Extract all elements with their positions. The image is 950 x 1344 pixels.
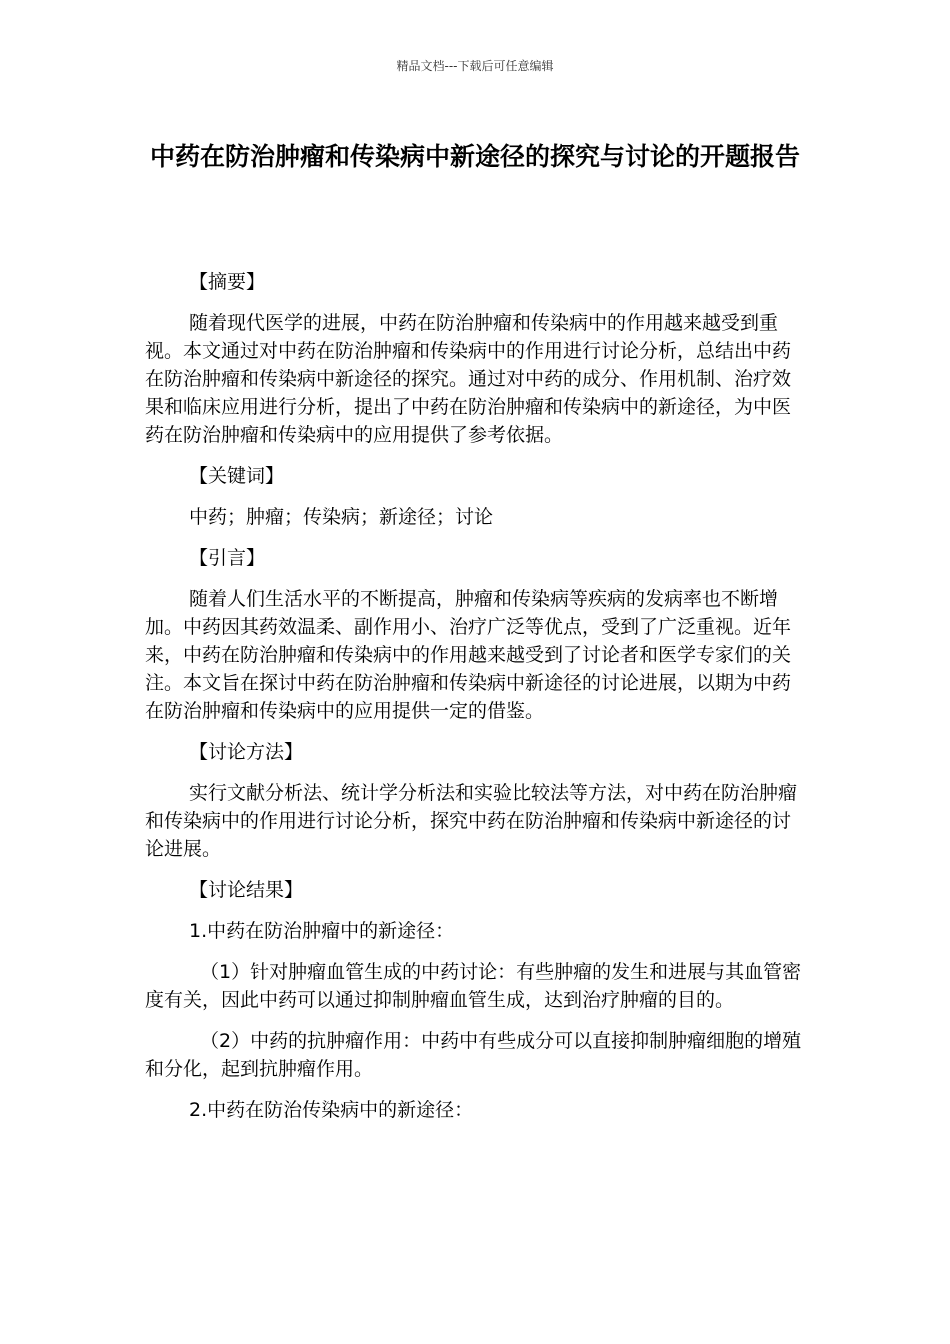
methods-heading: 【讨论方法】 — [189, 741, 304, 763]
results-item-1-sub-1: （1）针对肿瘤血管生成的中药讨论：有些肿瘤的发生和进展与其血管密度有关，因此中药可以通过抑制肿瘤血管生成，达到治疗肿瘤的目的。 — [145, 961, 802, 1011]
page-header-note: 精品文档---下载后可任意编辑 — [396, 59, 554, 73]
keywords-paragraph: 中药；肿瘤；传染病；新途径；讨论 — [189, 506, 494, 528]
results-item-2: 2.中药在防治传染病中的新途径： — [189, 1099, 474, 1121]
intro-paragraph: 随着人们生活水平的不断提高，肿瘤和传染病等疾病的发病率也不断增加。中药因其药效温柔、副作用小、治疗广泛等优点，受到了广泛重视。近年来，中药在防治肿瘤和传染病中的作用越来越受到了讨论者和医学专家们的关注。本文旨在探讨中药在防治肿瘤和传染病中新途径的讨论进展，以期为中药在防治肿瘤和传染病中的应用提供一定的借鉴。 — [145, 588, 792, 722]
results-heading: 【讨论结果】 — [189, 879, 304, 901]
document-body — [145, 268, 807, 1137]
keywords-heading: 【关键词】 — [189, 465, 285, 487]
abstract-heading: 【摘要】 — [189, 271, 266, 293]
intro-heading: 【引言】 — [189, 547, 266, 569]
document-title: 中药在防治肿瘤和传染病中新途径的探究与讨论的开题报告 — [149, 142, 800, 171]
results-item-1-sub-2: （2）中药的抗肿瘤作用：中药中有些成分可以直接抑制肿瘤细胞的增殖和分化，起到抗肿瘤作用。 — [145, 1030, 802, 1080]
abstract-paragraph: 随着现代医学的进展，中药在防治肿瘤和传染病中的作用越来越受到重视。本文通过对中药在防治肿瘤和传染病中的作用进行讨论分析，总结出中药在防治肿瘤和传染病中新途径的探究。通过对中药的成分、作用机制、治疗效果和临床应用进行分析，提出了中药在防治肿瘤和传染病中的新途径，为中医药在防治肿瘤和传染病中的应用提供了参考依据。 — [145, 312, 792, 446]
methods-paragraph: 实行文献分析法、统计学分析法和实验比较法等方法，对中药在防治肿瘤和传染病中的作用进行讨论分析，探究中药在防治肿瘤和传染病中新途径的讨论进展。 — [145, 782, 798, 860]
results-item-1: 1.中药在防治肿瘤中的新途径： — [189, 920, 455, 942]
